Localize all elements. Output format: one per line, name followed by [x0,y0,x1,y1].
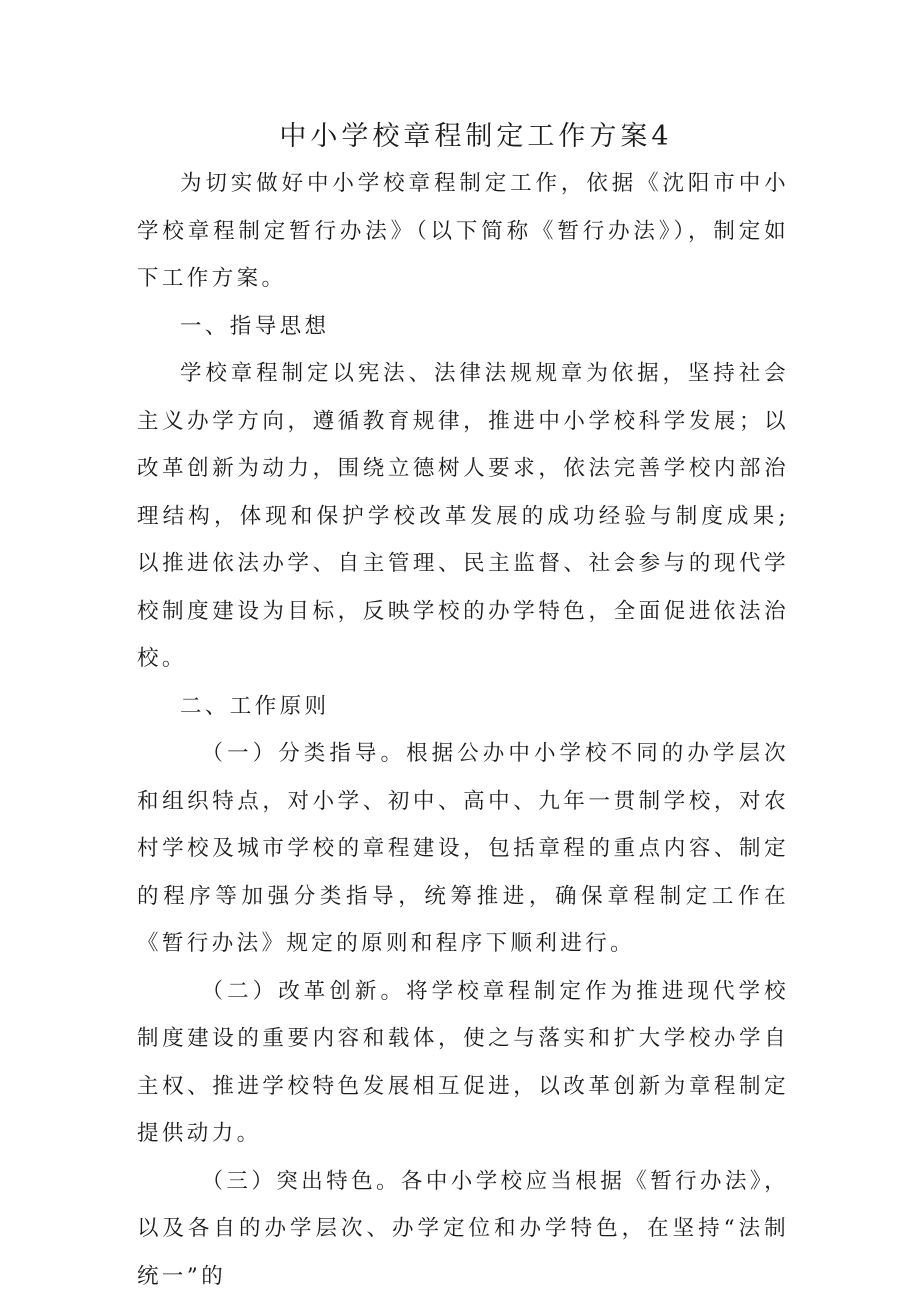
section-heading-work-principles: 二、工作原则 [180,693,330,719]
document-page [137,114,789,1300]
intro-paragraph: 为切实做好中小学校章程制定工作，依据《沈阳市中小学校章程制定暂行办法》（以下简称《暂行办法》），制定如下工作方案。 [137,171,789,291]
principle-paragraph-reform-innovation: （二）改革创新。将学校章程制定作为推进现代学校制度建设的重要内容和载体，使之与落实和扩大学校办学自主权、推进学校特色发展相互促进，以改革创新为章程制定提供动力。 [137,978,789,1146]
section-heading-guiding-ideology: 一、指导思想 [180,313,330,339]
guiding-ideology-paragraph: 学校章程制定以宪法、法律法规规章为依据，坚持社会主义办学方向，遵循教育规律，推进中小学校科学发展；以改革创新为动力，围绕立德树人要求，依法完善学校内部治理结构，体现和保护学校改革发展的成功经验与制度成果;以推进依法办学、自主管理、民主监督、社会参与的现代学校制度建设为目标，反映学校的办学特色，全面促进依法治校。 [137,361,789,671]
document-body [137,160,789,1300]
principle-paragraph-classified-guidance: （一）分类指导。根据公办中小学校不同的办学层次和组织特点，对小学、初中、高中、九年一贯制学校，对农村学校及城市学校的章程建设，包括章程的重点内容、制定的程序等加强分类指导，统筹推进，确保章程制定工作在《暂行办法》规定的原则和程序下顺利进行。 [137,741,789,956]
principle-paragraph-highlight-features: （三）突出特色。各中小学校应当根据《暂行办法》，以及各自的办学层次、办学定位和办学特色，在坚持“法制统一”的 [137,1168,789,1289]
document-title: 中小学校章程制定工作方案4 [279,121,673,152]
